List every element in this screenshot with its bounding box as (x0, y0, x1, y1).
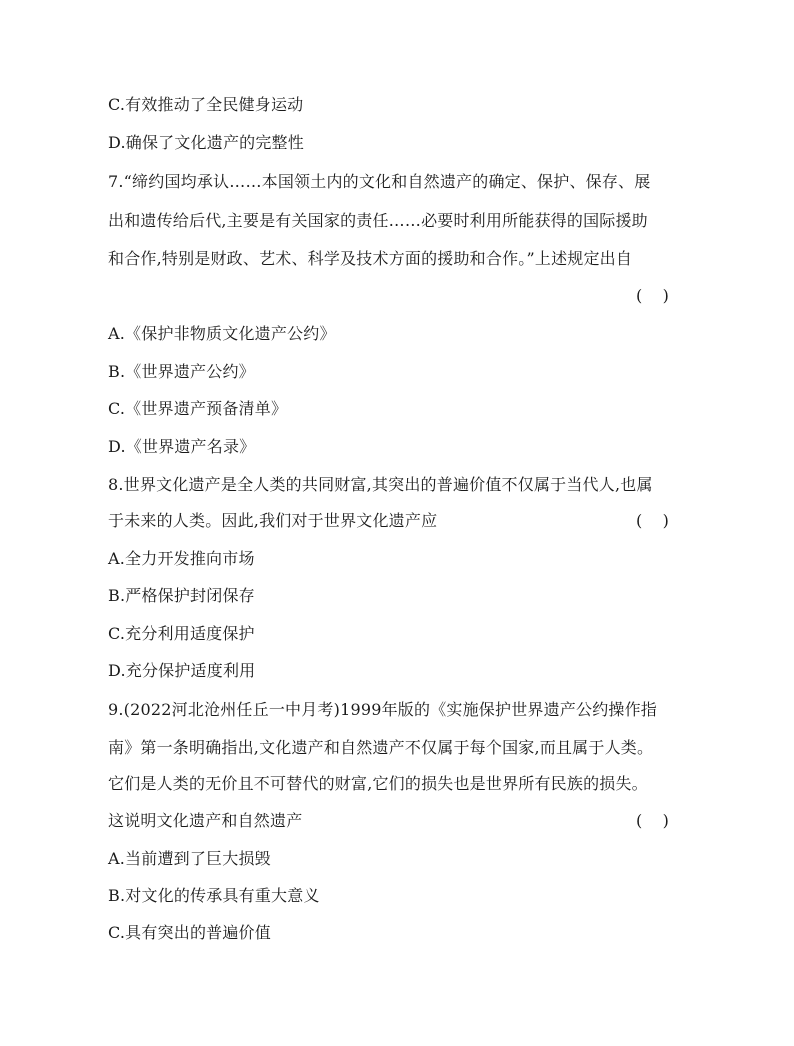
q8-option-a: A.全力开发推向市场 (108, 549, 255, 568)
q9-stem-line-2: 南》第一条明确指出,文化遗产和自然遗产不仅属于每个国家,而且属于人类。 (108, 738, 654, 757)
q9-stem-line-4: 这说明文化遗产和自然遗产 (108, 811, 303, 830)
q7-option-c: C.《世界遗产预备清单》 (108, 399, 288, 418)
q7-option-b: B.《世界遗产公约》 (108, 362, 255, 381)
q9-option-b: B.对文化的传承具有重大意义 (108, 886, 320, 905)
q9-stem-line-3: 它们是人类的无价且不可替代的财富,它们的损失也是世界所有民族的损失。 (108, 774, 648, 793)
q7-option-a: A.《保护非物质文化遗产公约》 (108, 324, 336, 343)
q9-stem-line-1: 9.(2022河北沧州任丘一中月考)1999年版的《实施保护世界遗产公约操作指 (108, 700, 657, 719)
q7-answer-bracket: ( ) (636, 286, 669, 305)
q7-option-d: D.《世界遗产名录》 (108, 437, 256, 456)
q8-option-b: B.严格保护封闭保存 (108, 586, 255, 605)
q8-option-d: D.充分保护适度利用 (108, 661, 256, 680)
q8-answer-bracket: ( ) (636, 511, 669, 530)
q8-stem-line-2: 于未来的人类。因此,我们对于世界文化遗产应 (108, 511, 438, 530)
q7-stem-line-3: 和合作,特别是财政、艺术、科学及技术方面的援助和合作。”上述规定出自 (108, 249, 633, 268)
q7-stem-line-2: 出和遗传给后代,主要是有关国家的责任……必要时利用所能获得的国际援助 (108, 211, 648, 230)
q8-stem-line-1: 8.世界文化遗产是全人类的共同财富,其突出的普遍价值不仅属于当代人,也属 (108, 475, 653, 494)
q6-option-d: D.确保了文化遗产的完整性 (108, 133, 304, 152)
q6-option-c: C.有效推动了全民健身运动 (108, 95, 304, 114)
q9-answer-bracket: ( ) (636, 811, 669, 830)
q9-option-c: C.具有突出的普遍价值 (108, 923, 271, 942)
q7-stem-line-1: 7.“缔约国均承认……本国领土内的文化和自然遗产的确定、保护、保存、展 (108, 172, 651, 191)
q8-option-c: C.充分利用适度保护 (108, 624, 255, 643)
q9-option-a: A.当前遭到了巨大损毁 (108, 849, 271, 868)
